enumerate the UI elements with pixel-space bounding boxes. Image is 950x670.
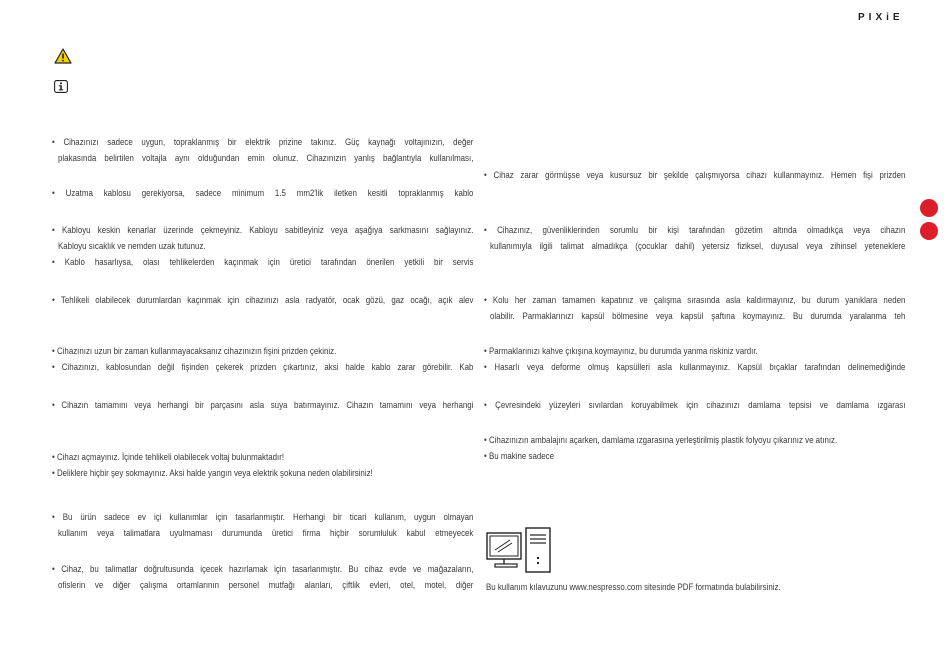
text-line: kullanımıyla ilgili talimat almadıkça (çocuklar dahil) yetersiz fiziksel, duyusal veya zihinsel yeteneklere — [490, 241, 906, 251]
text-line: • Cihazınızı sadece uygun, topraklanmış bir elektrik prizine takınız. Güç kaynağı voltajınızın, değer — [52, 137, 474, 147]
right-block-4 — [484, 343, 905, 375]
left-block-5 — [52, 343, 473, 375]
text-line: Kabloyu sıcaklık ve nemden uzak tutunuz. — [58, 241, 206, 251]
text-line: ofislerin ve diğer çalışma ortamlarının personel mutfağı alanları, çiftlik evleri, otel, motel, diğer — [58, 580, 474, 590]
footnote-text: Bu kullanım kılavuzunu www.nespresso.com sitesinde PDF formatında bulabilirsiniz. — [486, 582, 781, 592]
text-line: • Çevresindeki yüzeyleri sıvılardan koruyabilmek için cihazınızı damlama tepsisi ve damlama ızgarası — [484, 400, 906, 410]
left-block-7 — [52, 449, 473, 481]
text-line: • Hasarlı veya deforme olmuş kapsülleri asla kullanmayınız. Kapsül bıçaklar tarafından delinemediğinde — [484, 362, 906, 372]
text-line: • Kablo hasarlıysa, olası tehlikelerden kaçınmak için üretici tarafından önerilen yetkili bir servis — [52, 257, 474, 267]
text-line: • Uzatma kablosu gerekiyorsa, sadece minimum 1.5 mm2'lik iletken kesitli topraklanmış kablo — [52, 188, 474, 198]
right-block-1 — [484, 167, 905, 183]
text-line: • Cihazınız, güvenliklerinden sorumlu bir kişi tarafından gözetim altında olmadıkça veya cihazın — [484, 225, 906, 235]
text-line: olabilir. Parmaklarınızı kapsül bölmesine veya kapsül şaftına koymayınız. Bu durumda yaralanma teh — [490, 311, 906, 321]
text-line: • Cihaz, bu talimatlar doğrultusunda içecek hazırlamak için tasarlanmıştır. Bu cihaz evde ve mağazaların, — [52, 564, 474, 574]
info-icon — [54, 80, 68, 93]
right-block-5 — [484, 397, 905, 413]
text-line: kullanım veya talimatlara uyulmaması durumunda üretici firma hiçbir sorumluluk kabul etmeyecek — [58, 528, 474, 538]
left-block-1 — [52, 134, 473, 166]
text-line: • Kabloyu keskin kenarlar üzerinde çekmeyiniz. Kabloyu sabitleyiniz veya aşağıya sarkmasını sağlayınız. — [52, 225, 474, 235]
left-block-6 — [52, 397, 473, 413]
text-line: • Tehlikeli olabilecek durumlardan kaçınmak için cihazınızı asla radyatör, ocak gözü, gaz ocağı, açık alev — [52, 295, 474, 305]
text-line: plakasında belirtilen voltajla aynı olduğundan emin olunuz. Cihazınızın yanlış bağlantıyla kullanılması, — [58, 153, 474, 163]
left-block-3 — [52, 222, 473, 270]
text-line: • Kolu her zaman tamamen kapatınız ve çalışma sırasında asla kaldırmayınız, bu durum yanıklara neden — [484, 295, 906, 305]
text-line: • Cihaz zarar görmüşse veya kusursuz bir şekilde çalışmıyorsa cihazı kullanmayınız. Hemen fişi prizden — [484, 170, 906, 180]
left-block-4 — [52, 292, 473, 308]
computer-icon — [486, 527, 552, 575]
warning-triangle-icon — [54, 48, 72, 64]
text-line: • Cihazı açmayınız. İçinde tehlikeli olabilecek voltaj bulunmaktadır! — [52, 452, 285, 462]
left-block-8 — [52, 509, 473, 541]
text-line: • Cihazın tamamını veya herhangi bir parçasını asla suya batırmayınız. Cihazın tamamını veya herhangi — [52, 400, 474, 410]
right-block-6 — [484, 432, 905, 464]
text-line: • Deliklere hiçbir şey sokmayınız. Aksi halde yangın veya elektrik şokuna neden olabilirsiniz! — [52, 468, 373, 478]
accent-dot — [920, 222, 938, 240]
text-line: • Bu makine sadece — [484, 451, 554, 461]
left-block-9 — [52, 561, 473, 593]
text-line: • Parmaklarınızı kahve çıkışına koymayınız, bu durumda yanma riskiniz vardır. — [484, 346, 758, 356]
text-line: • Bu ürün sadece ev içi kullanımlar için tasarlanmıştır. Herhangi bir ticari kullanım, uygun olmayan — [52, 512, 474, 522]
accent-dot — [920, 199, 938, 217]
text-line: • Cihazınızı uzun bir zaman kullanmayacaksanız cihazınızın fişini prizden çekiniz. — [52, 346, 337, 356]
brand-logo: PIXiE — [858, 12, 904, 23]
right-block-3 — [484, 292, 905, 324]
text-line: • Cihazınızı, kablosundan değil fişinden çekerek prizden çıkartınız, aksi halde kablo zarar görebilir. Kab — [52, 362, 474, 372]
left-block-2 — [52, 185, 473, 201]
right-block-2 — [484, 222, 905, 254]
text-line: • Cihazınızın ambalajını açarken, damlama ızgarasına yerleştirilmiş plastik folyoyu çıkarınız ve atınız. — [484, 435, 838, 445]
